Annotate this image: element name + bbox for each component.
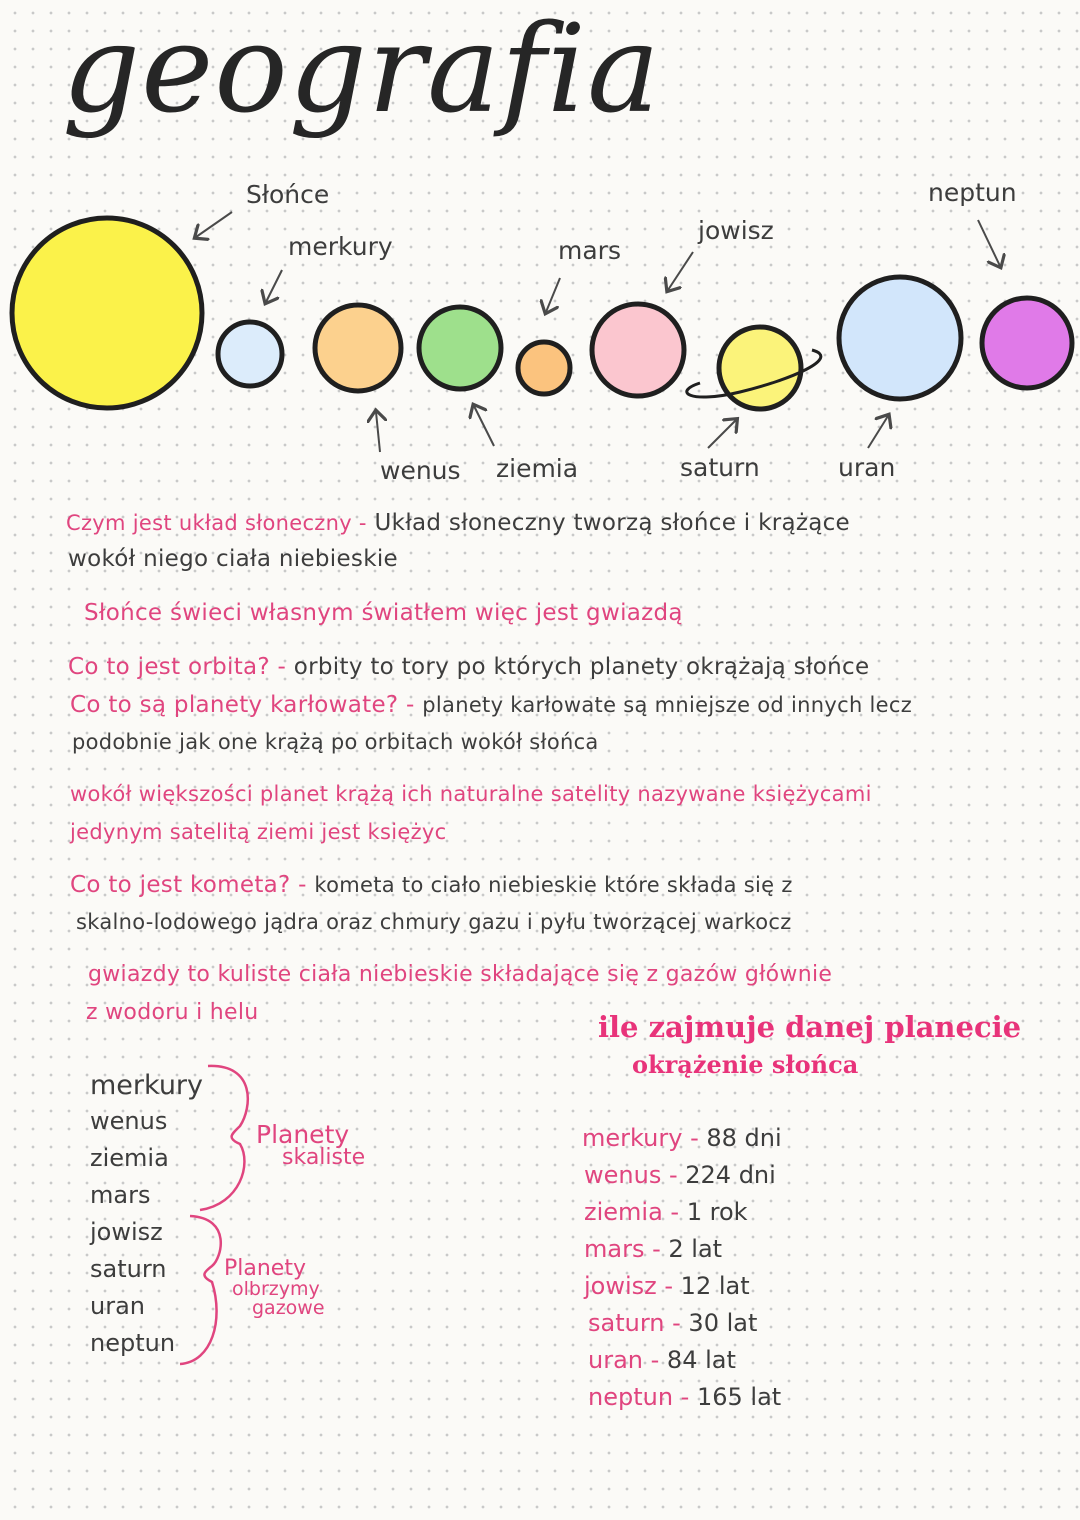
gas-label-line2: olbrzymy	[232, 1278, 320, 1300]
label-neptune: neptun	[928, 178, 1017, 207]
orbit-heading: ile zajmuje danej planecie	[598, 1010, 1022, 1044]
note-moons-line2: jedynym satelitą ziemi jest księżyc	[70, 820, 447, 844]
gas-label-line3: gazowe	[252, 1297, 325, 1319]
uranus-circle	[839, 277, 961, 399]
list-item: merkury	[90, 1070, 204, 1101]
arrow-uranus	[868, 416, 888, 448]
note-solar-system	[66, 510, 850, 536]
mars-circle	[518, 342, 570, 394]
orbit-period-value: 224 dni	[685, 1161, 776, 1189]
orbit-period-list	[582, 1124, 782, 1420]
solar-system-diagram	[0, 0, 1080, 500]
note-dwarf-line2: podobnie jak one krążą po orbitach wokół słońca	[72, 730, 599, 754]
page-title: geografia	[62, 0, 661, 140]
orbit-period-value: 84 lat	[666, 1346, 736, 1374]
arrow-neptune	[978, 220, 1000, 266]
orbit-period-planet: neptun	[588, 1383, 674, 1411]
label-jupiter: jowisz	[698, 216, 774, 245]
orbit-period-planet: mars	[584, 1235, 645, 1263]
arrow-venus	[376, 412, 380, 452]
label-mars: mars	[558, 236, 621, 265]
orbit-period-dash: -	[661, 1161, 686, 1189]
orbit-heading-line2: okrążenie słońca	[632, 1050, 859, 1079]
orbit-period-dash: -	[673, 1383, 697, 1411]
question-solar-system: Czym jest układ słoneczny -	[66, 511, 367, 535]
orbit-period-dash: -	[682, 1124, 707, 1152]
earth-circle	[419, 307, 501, 389]
label-uranus: uran	[838, 453, 896, 482]
list-item: neptun	[90, 1329, 176, 1357]
sun-circle	[12, 218, 202, 408]
answer-solar-system: Układ słoneczny tworzą słońce i krążące	[374, 510, 851, 536]
question-dwarf: Co to są planety karłowate? -	[70, 692, 415, 718]
saturn-circle	[719, 327, 801, 409]
list-item: saturn	[90, 1255, 167, 1283]
orbit-period-planet: wenus	[584, 1161, 662, 1189]
orbit-period-planet: jowisz	[584, 1272, 657, 1300]
arrow-mars	[546, 278, 560, 312]
arrow-saturn	[708, 420, 736, 448]
gas-group-label	[224, 1258, 325, 1318]
list-item: wenus	[90, 1107, 168, 1135]
note-stars-line2: z wodoru i helu	[86, 1000, 259, 1025]
jupiter-circle	[592, 304, 684, 396]
orbit-period-row	[588, 1309, 782, 1346]
orbit-period-dash: -	[664, 1309, 689, 1337]
question-comet: Co to jest kometa? -	[70, 872, 307, 898]
note-sun-star: Słońce świeci własnym światłem więc jest gwiazdą	[84, 600, 683, 626]
note-orbit	[68, 654, 869, 680]
orbit-period-planet: saturn	[588, 1309, 665, 1337]
rocky-brace	[200, 1066, 248, 1210]
orbit-period-planet: merkury	[582, 1124, 683, 1152]
neptune-circle	[982, 298, 1072, 388]
list-item: mars	[90, 1181, 151, 1209]
orbit-period-row	[582, 1124, 782, 1161]
orbit-period-value: 12 lat	[680, 1272, 750, 1300]
note-stars: gwiazdy to kuliste ciała niebieskie składające się z gazów głównie	[88, 962, 833, 987]
orbit-period-value: 88 dni	[706, 1124, 782, 1152]
orbit-period-row	[588, 1346, 782, 1383]
label-sun: Słońce	[246, 180, 330, 209]
orbit-period-dash: -	[662, 1198, 687, 1226]
orbit-period-row	[584, 1198, 782, 1235]
label-saturn: saturn	[680, 453, 760, 482]
answer-dwarf: planety karłowate są mniejsze od innych lecz	[422, 693, 913, 717]
orbit-period-row	[584, 1272, 782, 1309]
rocky-label-line1: Planety	[256, 1120, 350, 1149]
orbit-period-row	[584, 1235, 782, 1272]
rocky-label-line2: skaliste	[282, 1145, 366, 1170]
orbit-period-value: 1 rok	[686, 1198, 748, 1226]
mercury-circle	[218, 322, 282, 386]
orbit-period-value: 2 lat	[668, 1235, 723, 1263]
orbit-period-row	[588, 1383, 782, 1420]
note-moons: wokół większości planet krążą ich naturalne satelity nazywane księżycami	[70, 782, 872, 806]
answer-comet: kometa to ciało niebieskie które składa się z	[314, 873, 793, 897]
note-dwarf	[70, 692, 912, 718]
note-comet	[70, 872, 793, 898]
gas-label-line1: Planety	[224, 1256, 306, 1281]
arrow-jupiter	[668, 252, 693, 290]
venus-circle	[315, 305, 401, 391]
label-earth: ziemia	[496, 454, 579, 483]
label-venus: wenus	[380, 456, 461, 485]
arrow-sun	[196, 212, 232, 237]
rocky-group-label	[256, 1122, 365, 1169]
note-solar-system-line2: wokół niego ciała niebieskie	[68, 546, 398, 572]
orbit-period-row	[584, 1161, 782, 1198]
orbit-period-value: 30 lat	[688, 1309, 758, 1337]
orbit-period-dash: -	[643, 1346, 667, 1374]
label-mercury: merkury	[288, 232, 393, 261]
orbit-period-planet: uran	[588, 1346, 643, 1374]
list-item: ziemia	[90, 1144, 169, 1172]
arrow-earth	[474, 406, 494, 446]
list-item: jowisz	[90, 1218, 163, 1246]
arrow-mercury	[266, 270, 282, 302]
answer-orbit: orbity to tory po których planety okrążają słońce	[293, 654, 870, 680]
orbit-period-planet: ziemia	[584, 1198, 663, 1226]
note-comet-line2: skalno-lodowego jądra oraz chmury gazu i pyłu tworzącej warkocz	[76, 910, 792, 934]
rocky-planet-list	[90, 1070, 203, 1366]
orbit-period-value: 165 lat	[696, 1383, 782, 1411]
list-item: uran	[90, 1292, 145, 1320]
question-orbit: Co to jest orbita? -	[68, 654, 287, 680]
orbit-period-dash: -	[644, 1235, 669, 1263]
orbit-period-dash: -	[656, 1272, 681, 1300]
